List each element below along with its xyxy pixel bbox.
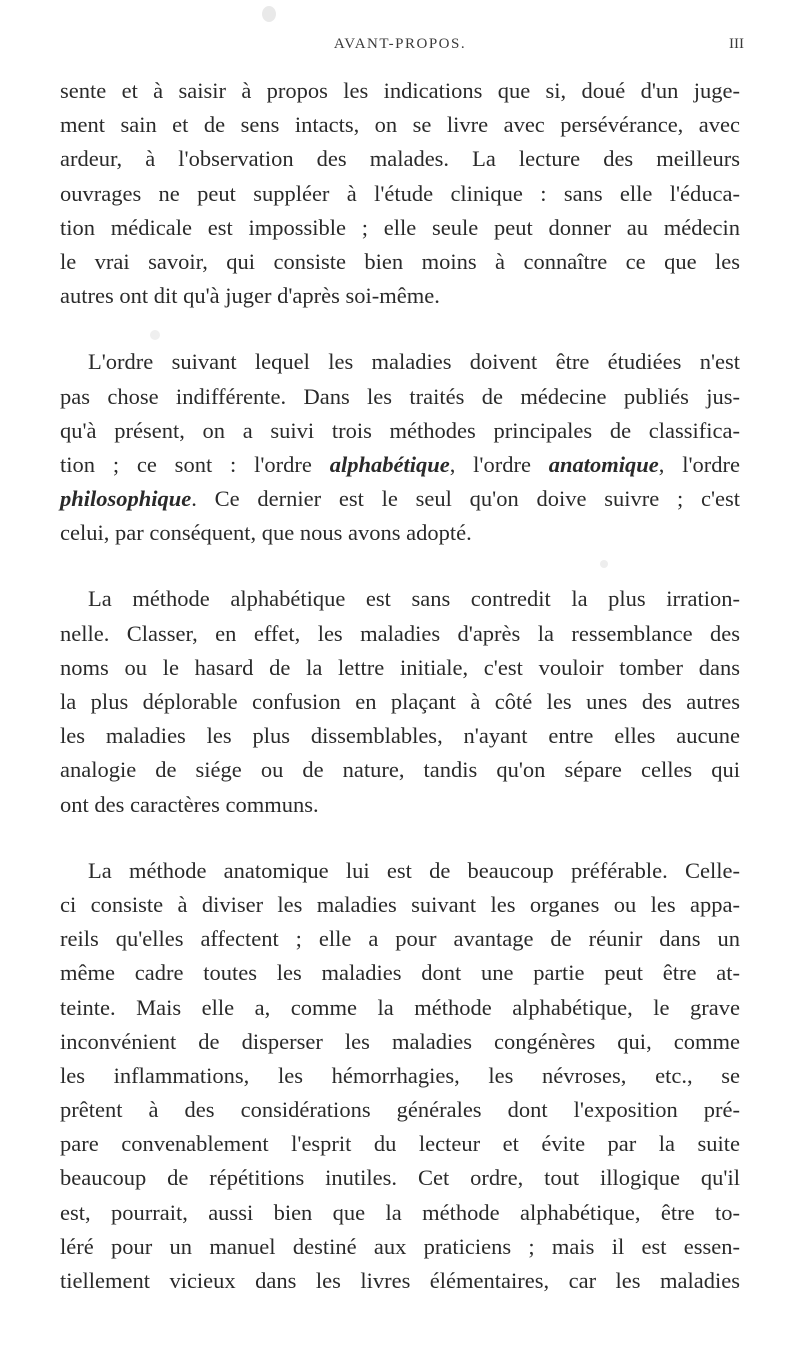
text-line: L'ordre suivant lequel les maladies doivent être étudiées n'est xyxy=(88,349,740,375)
text-line: sente et à saisir à propos les indications que si, doué d'un juge- xyxy=(60,78,740,103)
text-line: philosophique. Ce dernier est le seul qu'on doive suivre ; c'est xyxy=(60,486,740,512)
text-line: reils qu'elles affectent ; elle a pour avantage de réunir dans un xyxy=(60,926,740,952)
text-line: tiellement vicieux dans les livres élémentaires, car les maladies xyxy=(60,1268,740,1293)
page-number: III xyxy=(729,36,744,52)
text-line: tion médicale est impossible ; elle seule peut donner au médecin xyxy=(60,214,740,240)
paragraph xyxy=(60,74,740,313)
body-text xyxy=(60,74,740,1330)
text-line: nelle. Classer, en effet, les maladies d'après la ressemblance des xyxy=(60,620,740,646)
text-line: La méthode alphabétique est sans contredit la plus irration- xyxy=(88,586,740,612)
running-title: AVANT-PROPOS. xyxy=(333,36,467,52)
text-line: analogie de siége ou de nature, tandis qu'on sépare celles qui xyxy=(60,757,740,783)
text-line: ont des caractères communs. xyxy=(60,791,319,817)
italic-term: alphabétique xyxy=(329,451,450,477)
text-line: même cadre toutes les maladies dont une partie peut être at- xyxy=(60,960,740,986)
text-line: beaucoup de répétitions inutiles. Cet ordre, tout illogique qu'il xyxy=(60,1165,740,1191)
text-line: qu'à présent, on a suivi trois méthodes principales de classifica- xyxy=(60,417,740,443)
paragraph xyxy=(60,345,740,550)
text-line: inconvénient de disperser les maladies congénères qui, comme xyxy=(60,1028,740,1054)
text-line: les maladies les plus dissemblables, n'ayant entre elles aucune xyxy=(60,723,740,749)
text-line: les inflammations, les hémorrhagies, les névroses, etc., se xyxy=(60,1062,740,1088)
page-header xyxy=(0,36,800,60)
text-line: pas chose indifférente. Dans les traités de médecine publiés jus- xyxy=(60,383,740,409)
paragraph xyxy=(60,854,740,1298)
paragraph xyxy=(60,582,740,821)
text-line: léré pour un manuel destiné aux praticiens ; mais il est essen- xyxy=(60,1233,740,1259)
text-line: tion ; ce sont : l'ordre alphabétique, l'ordre anatomique, l'ordre xyxy=(60,451,741,477)
text-line: ci consiste à diviser les maladies suivant les organes ou les appa- xyxy=(60,891,740,917)
text-line: autres ont dit qu'à juger d'après soi-même. xyxy=(60,283,440,309)
text-line: prêtent à des considérations générales dont l'exposition pré- xyxy=(60,1097,740,1123)
italic-term: philosophique xyxy=(60,486,192,512)
text-line: est, pourrait, aussi bien que la méthode alphabétique, être to- xyxy=(60,1199,740,1225)
text-line: ment sain et de sens intacts, on se livre avec persévérance, avec xyxy=(60,112,740,138)
text-line: le vrai savoir, qui consiste bien moins à connaître ce que les xyxy=(60,248,740,274)
text-line: celui, par conséquent, que nous avons adopté. xyxy=(60,520,472,546)
paper-stain xyxy=(262,6,276,22)
italic-term: anatomique xyxy=(548,451,659,477)
text-line: la plus déplorable confusion en plaçant à côté les unes des autres xyxy=(60,689,740,714)
text-line: pare convenablement l'esprit du lecteur et évite par la suite xyxy=(60,1131,740,1157)
text-line: noms ou le hasard de la lettre initiale, c'est vouloir tomber dans xyxy=(60,654,740,680)
text-line: teinte. Mais elle a, comme la méthode alphabétique, le grave xyxy=(60,994,740,1020)
text-line: La méthode anatomique lui est de beaucoup préférable. Celle- xyxy=(88,857,740,883)
text-line: ardeur, à l'observation des malades. La lecture des meilleurs xyxy=(60,146,740,172)
text-line: ouvrages ne peut suppléer à l'étude clinique : sans elle l'éduca- xyxy=(60,180,740,206)
